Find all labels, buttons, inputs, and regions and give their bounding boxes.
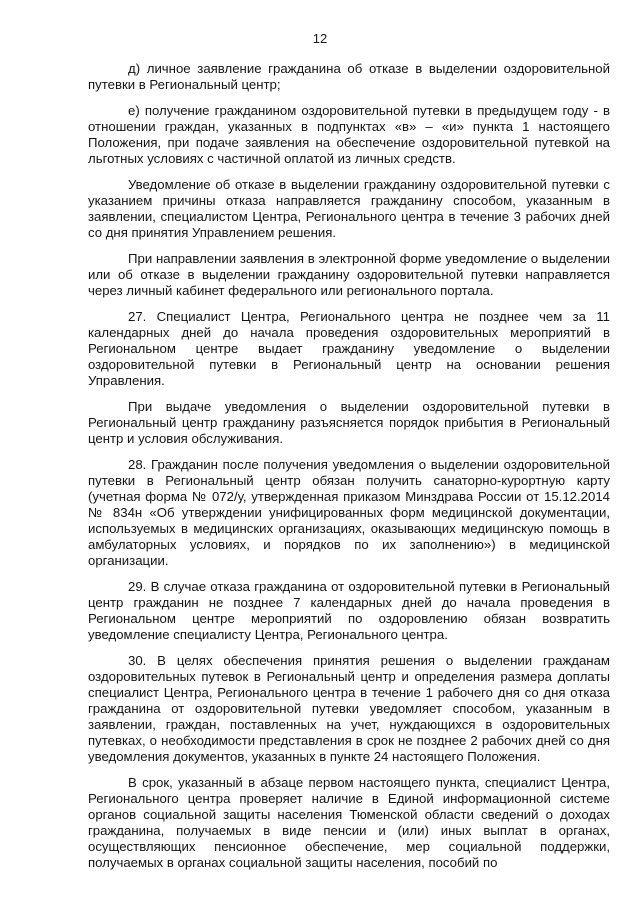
paragraph-income-verification: В срок, указанный в абзаце первом настоящего пункта, специалист Центра, Регионального центра проверяет наличие в Единой информационной системе органов социальной защиты населения Тюменской области сведений о доходах гражданина, получаемых в виде пенсии и (или) иных выплат в органах, осуществляющих пенсионное обеспечение, мер социальной поддержки, получаемых в органах социальной защиты населения, пособий по [88, 775, 610, 870]
paragraph-d-personal-refusal: д) личное заявление гражданина об отказе в выделении оздоровительной путевки в Региональный центр; [88, 61, 610, 92]
paragraph-clause-29: 29. В случае отказа гражданина от оздоровительной путевки в Региональный центр гражданин не позднее 7 календарных дней до начала проведения в Региональном центре мероприятий по оздоровлению обязан возвратить уведомление специалисту Центра, Регионального центра. [88, 579, 610, 642]
paragraph-e-previous-year-voucher: е) получение гражданином оздоровительной путевки в предыдущем году - в отношении граждан, указанных в подпунктах «в» – «и» пункта 1 настоящего Положения, при подаче заявления на обеспечение оздоровительной путевкой на льготных условиях с частичной оплатой из личных средств. [88, 103, 610, 166]
document-body [88, 61, 610, 881]
paragraph-clause-30: 30. В целях обеспечения принятия решения о выделении гражданам оздоровительных путевок в Региональный центр и определения размера доплаты специалист Центра, Регионального центра в течение 1 рабочего дня со дня отказа гражданина от оздоровительной путевки уведомляет способом, указанным в заявлении, граждан, поставленных на учет, нуждающихся в оздоровительных путевках, о необходимости представления в срок не позднее 2 рабочих дней со дня уведомления документов, указанных в пункте 24 настоящего Положения. [88, 653, 610, 764]
paragraph-clause-27: 27. Специалист Центра, Регионального центра не позднее чем за 11 календарных дней до начала проведения оздоровительных мероприятий в Региональном центре выдает гражданину уведомление о выделении оздоровительной путевки в Региональный центр на основании решения Управления. [88, 309, 610, 388]
page-number: 12 [312, 31, 328, 46]
paragraph-electronic-notification: При направлении заявления в электронной форме уведомление о выделении или об отказе в выделении гражданину оздоровительной путевки направляется через личный кабинет федерального или регионального портала. [88, 251, 610, 298]
paragraph-refusal-notification: Уведомление об отказе в выделении гражданину оздоровительной путевки с указанием причины отказа направляется гражданину способом, указанным в заявлении, специалистом Центра, Регионального центра в течение 3 рабочих дней со дня принятия Управлением решения. [88, 177, 610, 240]
paragraph-arrival-procedure: При выдаче уведомления о выделении оздоровительной путевки в Региональный центр гражданину разъясняется порядок прибытия в Региональный центр и условия обслуживания. [88, 399, 610, 446]
paragraph-clause-28: 28. Гражданин после получения уведомления о выделении оздоровительной путевки в Региональный центр обязан получить санаторно-курортную карту (учетная форма № 072/у, утвержденная приказом Минздрава России от 15.12.2014 № 834н «Об утверждении унифицированных форм медицинской документации, используемых в медицинских организациях, оказывающих медицинскую помощь в амбулаторных условиях, и порядков по их заполнению») в медицинской организации. [88, 457, 610, 568]
